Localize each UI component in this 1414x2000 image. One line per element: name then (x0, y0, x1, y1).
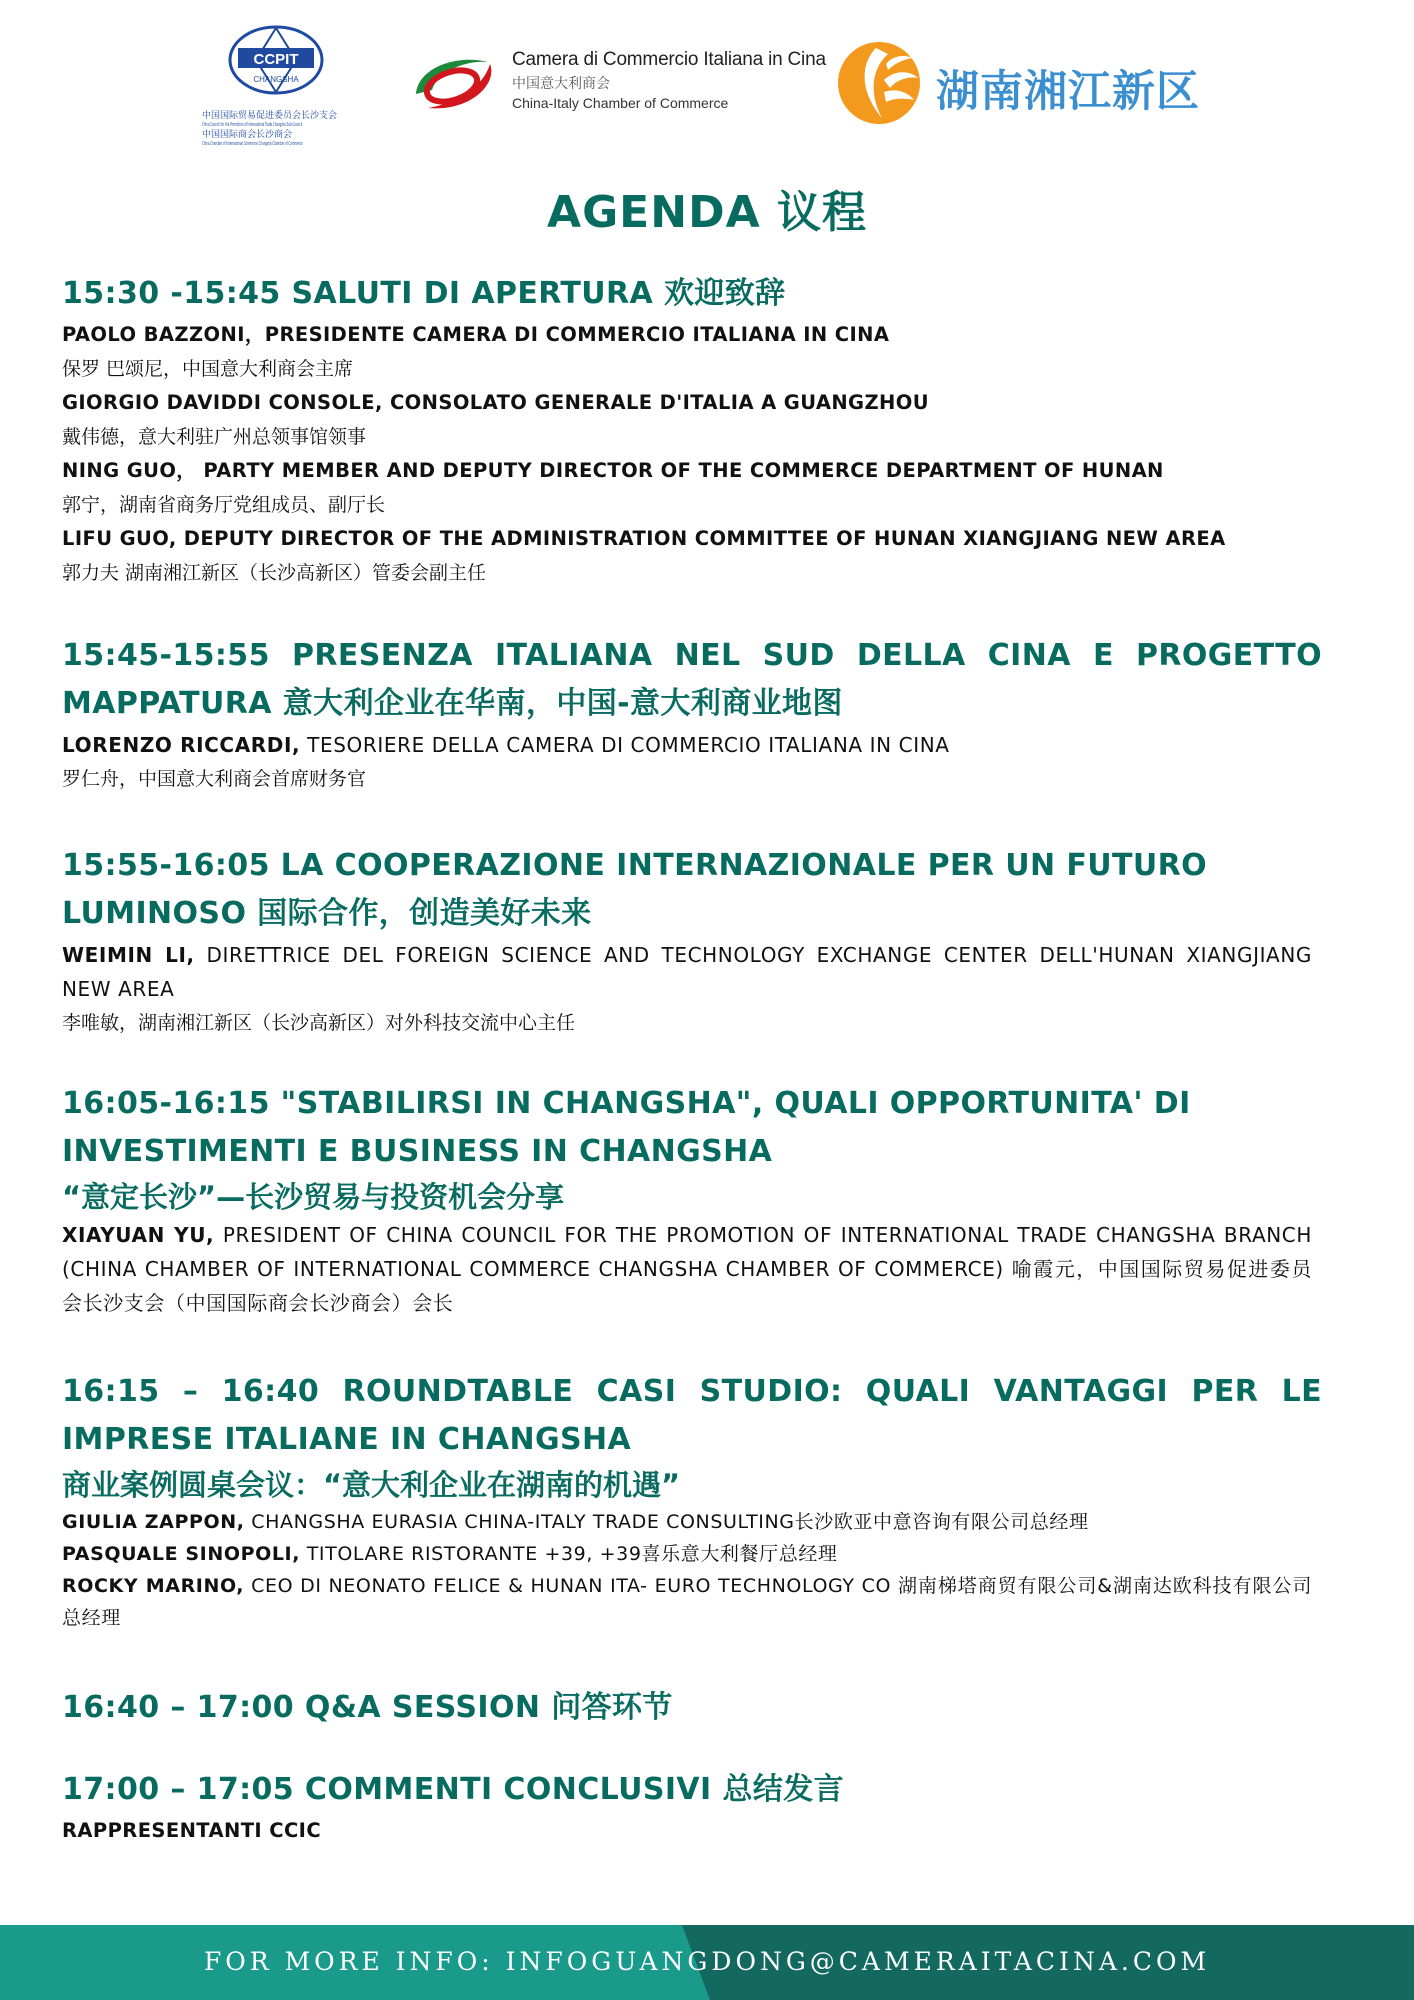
speaker-line (62, 1538, 1382, 1570)
hunan-logo-text: 湖南湘江新区 (936, 67, 1200, 117)
agenda-session (62, 1080, 1382, 1320)
speaker-name: WEIMIN LI, (62, 943, 195, 967)
footer-contact: FOR MORE INFO: INFOGUANGDONG@CAMERAITACINA.COM (203, 1947, 1211, 1976)
agenda-session (62, 842, 1382, 1040)
speaker-line (62, 1218, 1312, 1320)
speaker-name: ROCKY MARINO, (62, 1575, 245, 1597)
session-heading: 16:05-16:15 "STABILIRSI IN CHANGSHA", QUALI OPPORTUNITA' DI INVESTIMENTI E BUSINESS IN CHANGSHA (62, 1086, 1191, 1169)
ccpit-emblem-icon (226, 22, 326, 102)
speaker-line (62, 1506, 1382, 1538)
hunan-swirl-icon (836, 40, 922, 126)
speaker-line: GIORGIO DAVIDDI CONSOLE, CONSOLATO GENERALE D'ITALIA A GUANGZHOU (62, 391, 929, 414)
agenda-session (62, 270, 1382, 590)
logo-bar (0, 0, 1414, 150)
camera-name-en: China-Italy Chamber of Commerce (512, 95, 729, 111)
footer-banner (0, 1925, 1414, 2000)
speaker-line (62, 938, 1312, 1006)
agenda-session (62, 632, 1382, 796)
speaker-name: GIULIA ZAPPON, (62, 1511, 245, 1533)
speaker-role: DIRETTRICE DEL FOREIGN SCIENCE AND TECHNOLOGY EXCHANGE CENTER DELL'HUNAN XIANGJIANG NEW AREA (62, 943, 1313, 1001)
speaker-line-cn: 郭力夫 湖南湘江新区（长沙高新区）管委会副主任 (62, 562, 487, 584)
ccpit-line-1: 中国国际贸易促进委员会长沙支会 (202, 111, 338, 121)
speaker-name: PASQUALE SINOPOLI, (62, 1543, 301, 1565)
speaker-role: CEO DI NEONATO FELICE & HUNAN ITA- EURO TECHNOLOGY CO 湖南梯塔商贸有限公司&湖南达欧科技有限公司总经理 (62, 1575, 1312, 1629)
speaker-line (62, 728, 1382, 762)
speaker-line: PAOLO BAZZONI，PRESIDENTE CAMERA DI COMMERCIO ITALIANA IN CINA (62, 323, 890, 346)
agenda-session (62, 1684, 1382, 1732)
session-subheading: 商业案例圆桌会议：“意大利企业在湖南的机遇” (62, 1468, 681, 1502)
ccpit-line-4: China Chamber of International Commerce Changsha Chamber of Commerce (202, 141, 303, 147)
ccpit-mark-text: CCPIT (253, 51, 299, 68)
ccpit-line-3: 中国国际商会长沙商会 (202, 130, 293, 140)
session-heading: 17:00 – 17:05 COMMENTI CONCLUSIVI 总结发言 (62, 1772, 845, 1807)
speaker-role: PRESIDENT OF CHINA COUNCIL FOR THE PROMOTION OF INTERNATIONAL TRADE CHANGSHA BRANCH (CHINA CHAMBER OF INTERNATIONAL COMMERCE CHANGSHA CHAMBER OF COMMERCE) 喻霞元，中国国际贸易促进委员会长沙支会（中国国际商会长沙商会）会长 (62, 1223, 1312, 1315)
speaker-line-cn: 郭宁，湖南省商务厅党组成员、副厅长 (62, 494, 386, 516)
speaker-line-cn: 保罗 巴颂尼，中国意大利商会主席 (62, 358, 354, 380)
speaker-line-cn: 戴伟德，意大利驻广州总领事馆领事 (62, 426, 367, 448)
speaker-line-cn: 罗仁舟，中国意大利商会首席财务官 (62, 768, 367, 790)
session-heading: 15:55-16:05 LA COOPERAZIONE INTERNAZIONALE PER UN FUTURO LUMINOSO 国际合作，创造美好未来 (62, 848, 1208, 931)
session-heading: 16:40 – 17:00 Q&A SESSION 问答环节 (62, 1690, 673, 1725)
ccpit-logo (196, 22, 356, 150)
session-heading: 15:45-15:55 PRESENZA ITALIANA NEL SUD DELLA CINA E PROGETTO MAPPATURA 意大利企业在华南，中国-意大利商业地图 (62, 638, 1322, 721)
speaker-name: LORENZO RICCARDI, (62, 733, 301, 757)
speaker-line (62, 1570, 1312, 1634)
camera-swoosh-icon (408, 50, 498, 116)
agenda-session (62, 1766, 1382, 1848)
ccpit-ring-text: CHANGSHA (253, 75, 299, 84)
speaker-line: NING GUO， PARTY MEMBER AND DEPUTY DIRECTOR OF THE COMMERCE DEPARTMENT OF HUNAN (62, 459, 1164, 482)
session-subheading: “意定长沙”—长沙贸易与投资机会分享 (62, 1180, 565, 1214)
hunan-xiangjiang-logo (836, 40, 1236, 130)
camera-name-it: Camera di Commercio Italiana in Cina (512, 49, 826, 70)
page-title: AGENDA 议程 (547, 187, 867, 238)
speaker-role: TESORIERE DELLA CAMERA DI COMMERCIO ITALIANA IN CINA (300, 733, 950, 757)
speaker-line: LIFU GUO, DEPUTY DIRECTOR OF THE ADMINISTRATION COMMITTEE OF HUNAN XIANGJIANG NEW AREA (62, 527, 1226, 550)
session-heading: 15:30 -15:45 SALUTI DI APERTURA 欢迎致辞 (62, 276, 786, 311)
speaker-role: CHANGSHA EURASIA CHINA-ITALY TRADE CONSULTING长沙欧亚中意咨询有限公司总经理 (244, 1511, 1089, 1533)
agenda-session (62, 1368, 1382, 1634)
ccpit-line-2: China Council for the Promotion of International Trade Changsha Sub-Council (202, 122, 303, 128)
speaker-line: RAPPRESENTANTI CCIC (62, 1819, 322, 1842)
session-heading: 16:15 – 16:40 ROUNDTABLE CASI STUDIO: QUALI VANTAGGI PER LE IMPRESE ITALIANE IN CHANGSHA (62, 1374, 1322, 1457)
speaker-line-cn: 李唯敏，湖南湘江新区（长沙高新区）对外科技交流中心主任 (62, 1012, 576, 1034)
speaker-role: TITOLARE RISTORANTE +39, +39喜乐意大利餐厅总经理 (300, 1543, 838, 1565)
camera-name-cn: 中国意大利商会 (512, 76, 610, 92)
speaker-name: XIAYUAN YU, (62, 1223, 215, 1247)
camera-commercio-logo (408, 45, 828, 125)
